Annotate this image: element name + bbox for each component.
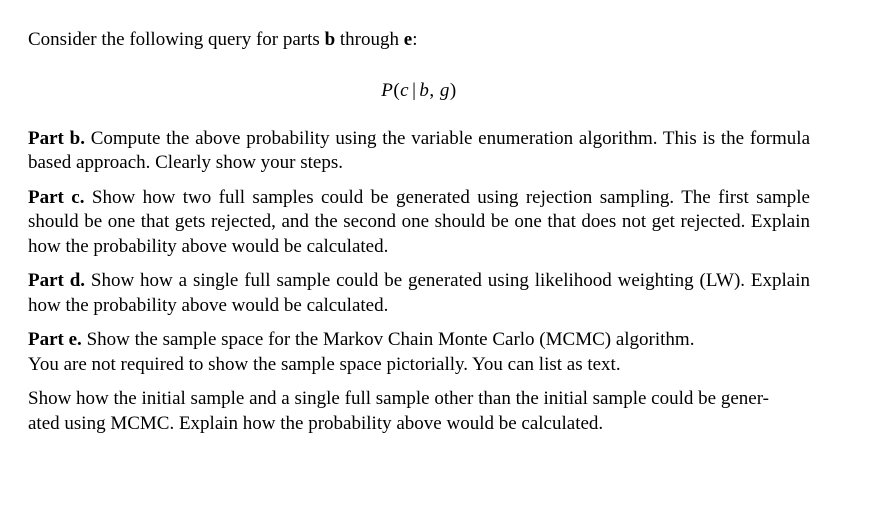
- intro-paragraph: [28, 28, 810, 53]
- part-e-followup-line1: Show how the initial sample and a single full sample other than the initial sample could be gener-: [28, 388, 769, 409]
- part-b-paragraph: [28, 127, 810, 176]
- part-e-line1: Show the sample space for the Markov Chain Monte Carlo (MCMC) algorithm.: [81, 329, 695, 350]
- part-e-paragraph: [28, 328, 810, 377]
- formula-close-paren: ): [449, 79, 457, 101]
- part-d-paragraph: [28, 269, 810, 318]
- part-e-line2: You are not required to show the sample space pictorially. You can list as text.: [28, 353, 621, 375]
- part-b-text: Compute the above probability using the variable enumeration algorithm. This is the formula based approach. Clearly show your steps.: [28, 127, 811, 173]
- part-e-followup-line2: ated using MCMC. Explain how the probability above would be calculated.: [28, 412, 604, 434]
- intro-text-after: :: [412, 29, 418, 50]
- intro-text-before: Consider the following query for parts: [28, 29, 325, 50]
- formula-bar: |: [412, 79, 417, 101]
- part-e-followup-paragraph: [28, 387, 810, 436]
- intro-bold-b: b: [324, 29, 336, 50]
- formula-open-paren: (: [393, 79, 401, 101]
- document-page: [28, 28, 810, 446]
- formula-var-c: c: [400, 79, 410, 101]
- intro-bold-e: e: [403, 29, 413, 50]
- formula-var-b: b: [419, 79, 430, 101]
- query-formula: [28, 80, 810, 102]
- part-d-label: Part d.: [28, 270, 86, 291]
- part-b-label: Part b.: [28, 127, 85, 149]
- part-c-label: Part c.: [28, 186, 85, 208]
- formula-comma: ,: [429, 79, 440, 101]
- formula-func: P: [381, 79, 394, 101]
- part-d-text: Show how a single full sample could be generated using likelihood weighting (LW). Explain how the probability above would be calculated.: [28, 270, 810, 316]
- part-c-text: Show how two full samples could be generated using rejection sampling. The first sample should be one that gets rejected, and the second one should be one that does not get rejected. Explain how the probability above would be calculated.: [28, 186, 810, 257]
- intro-text-middle: through: [335, 29, 404, 50]
- formula-var-g: g: [439, 79, 450, 101]
- part-e-label: Part e.: [28, 329, 82, 350]
- part-c-paragraph: [28, 186, 810, 260]
